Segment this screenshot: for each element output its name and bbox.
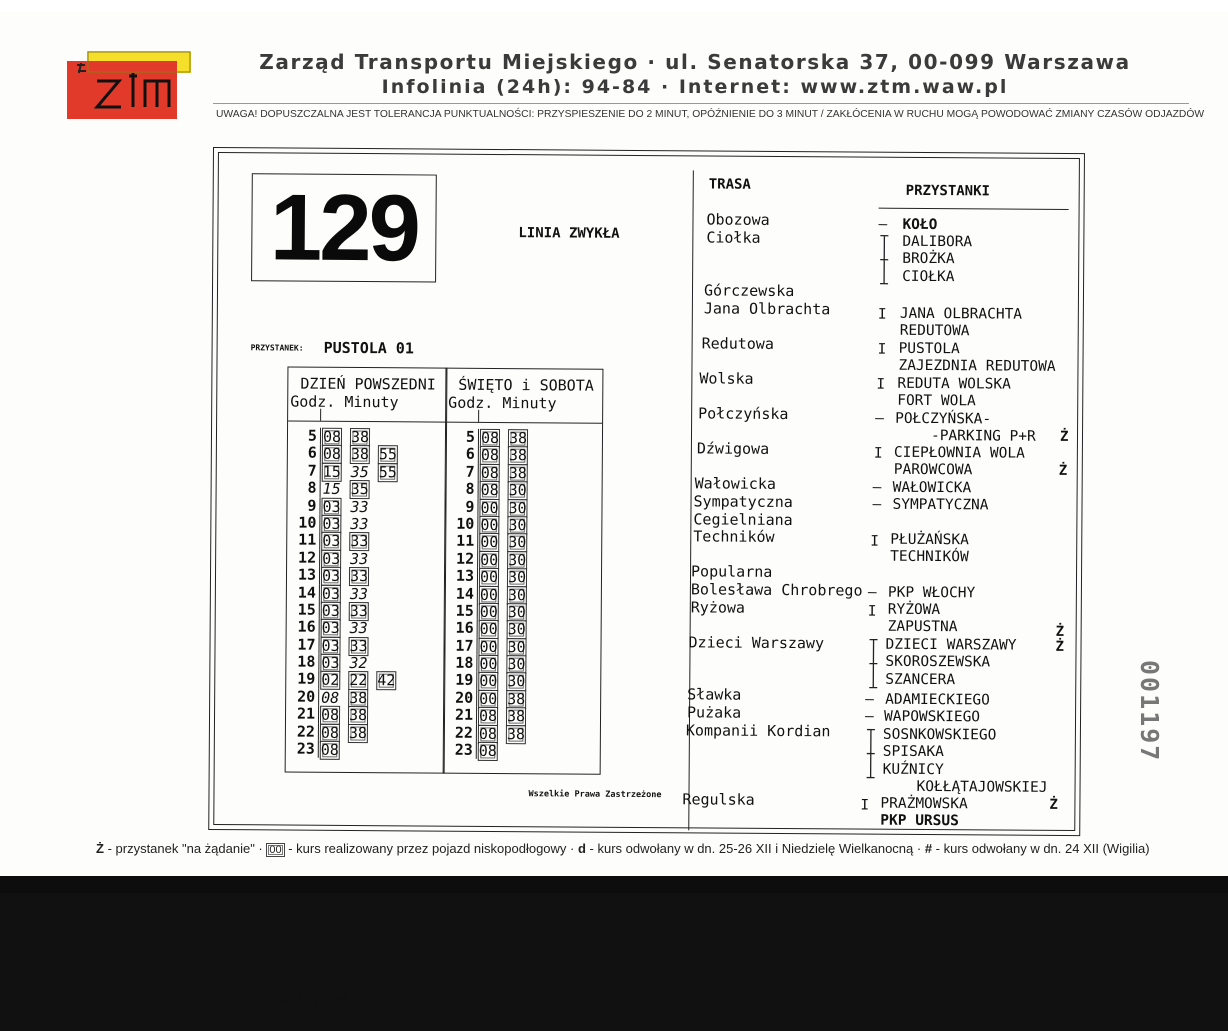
departure-minute-low-floor: 03 [322, 532, 341, 551]
departure-minute-low-floor: 03 [321, 653, 340, 672]
hour-separator [318, 723, 319, 740]
departure-minute-low-floor: 30 [507, 568, 527, 587]
departure-minute-low-floor: 03 [322, 549, 341, 568]
hour-row [444, 707, 600, 725]
departure-minute-low-floor: 08 [320, 740, 339, 759]
hour-separator [476, 724, 477, 741]
hour-separator [478, 464, 479, 481]
hour-row [446, 446, 602, 464]
hour-cell: 13 [455, 566, 475, 585]
departure-minute-low-floor: 30 [507, 585, 527, 604]
street-name: Cegielniana [693, 510, 793, 530]
departure-minute-low-floor: 08 [480, 481, 499, 500]
hour-row [287, 567, 445, 585]
route-stop: KOŁO [902, 216, 938, 234]
hour-cell: 5 [465, 427, 476, 446]
hour-separator [319, 567, 320, 584]
hour-cell: 17 [297, 635, 316, 654]
hour-separator [320, 445, 321, 462]
stop-bar: I [873, 445, 883, 462]
route-stop: ZAPUSTNA [887, 618, 958, 636]
route-stop: PKP WŁOCHY [887, 584, 976, 602]
street-name: Dzieci Warszawy [688, 633, 825, 653]
hour-cell: 6 [465, 445, 475, 464]
line-number: 129 [269, 174, 419, 281]
stop-dash: – [864, 708, 874, 725]
street-name: Jana Olbrachta [703, 299, 831, 319]
hour-separator [318, 741, 319, 758]
header-title: Zarząd Transportu Miejskiego · ul. Senatorska 37, 00-099 Warszawa [259, 50, 1131, 74]
street-name: Dźwigowa [696, 439, 770, 458]
route-stop: PAROWCOWA [893, 461, 973, 479]
hour-row [444, 742, 600, 760]
route-stop: PKP URSUS [880, 812, 959, 830]
departure-minute-low-floor: 00 [479, 585, 499, 604]
rights-reserved: Wszelkie Prawa Zastrzeżone [528, 789, 662, 801]
hour-separator [319, 602, 320, 619]
departure-minute-low-floor: 00 [480, 550, 499, 569]
departure-minute-low-floor: 42 [377, 671, 396, 690]
valid-from: Ważny od 2008-05-01 [275, 989, 430, 1026]
hour-cell: 14 [297, 583, 316, 602]
hour-separator [320, 480, 321, 497]
legend [96, 841, 1150, 857]
departure-minute-low-floor: 08 [480, 446, 499, 465]
departure-minute-low-floor: 38 [350, 427, 370, 447]
hour-separator [476, 655, 477, 672]
hour-row [286, 741, 444, 759]
departure-minute-low-floor: 38 [507, 689, 526, 709]
route-stop: PŁUŻAŃSKA [890, 531, 969, 549]
departure-minute-low-floor: 08 [478, 707, 498, 726]
hour-cell: 16 [455, 619, 474, 638]
departure-minute-low-floor: 55 [378, 445, 397, 464]
route-stop: SKOROSZEWSKA [885, 653, 991, 671]
hour-cell: 18 [455, 653, 474, 672]
departure-minute-low-floor: 38 [508, 429, 528, 448]
hour-row [287, 619, 445, 637]
on-demand-marker: Ż [1055, 638, 1065, 655]
departure-minute: 32 [349, 654, 368, 673]
street-name: Ryżowa [690, 598, 746, 617]
hour-cell: 14 [455, 584, 474, 603]
departure-minute-low-floor: 03 [321, 619, 340, 638]
legend-d-symbol: d [577, 841, 586, 856]
hour-cell: 12 [456, 549, 475, 568]
hour-row [445, 533, 601, 551]
hour-separator [476, 638, 477, 655]
departure-minute-low-floor: 03 [322, 497, 341, 516]
route-stop: KOŁŁĄTAJOWSKIEJ [916, 778, 1048, 796]
route-stop: DALIBORA [902, 233, 973, 251]
street-name: Techników [693, 527, 775, 546]
hour-separator [477, 568, 478, 585]
stop-bar: I [860, 797, 870, 814]
street-name: Sympatyczna [693, 492, 793, 512]
hour-cell: 8 [307, 478, 317, 497]
stop-dash: – [875, 410, 884, 427]
hour-cell: 11 [298, 530, 317, 550]
hour-cell: 23 [296, 739, 315, 758]
hour-separator [319, 497, 320, 514]
hour-separator [318, 689, 319, 706]
hour-cell: 17 [455, 636, 474, 655]
departure-minute-low-floor: 00 [480, 515, 499, 534]
hour-separator [476, 672, 477, 689]
street-name: Wolska [699, 369, 754, 388]
departure-minute-low-floor: 38 [348, 723, 368, 742]
stop-dash: – [878, 216, 888, 233]
departure-minute-low-floor: 33 [349, 636, 368, 655]
hour-row [446, 481, 602, 499]
hour-separator [319, 515, 320, 532]
on-demand-marker: Ż [1055, 623, 1065, 640]
stop-dash: – [867, 584, 877, 601]
stop-label: PRZYSTANEK: [250, 343, 304, 353]
street-name: Regulska [682, 790, 755, 809]
departure-minute-low-floor: 00 [479, 637, 498, 656]
stop-bar: I [877, 306, 887, 323]
legend-low-floor-text: - kurs realizowany przez pojazd niskopodłogowy · [284, 841, 578, 856]
departure-minute: 08 [321, 688, 340, 707]
hour-cell: 21 [296, 704, 316, 723]
weekday-subtitle: Godz. Minuty [290, 392, 399, 412]
hour-cell: 13 [297, 565, 317, 584]
hour-cell: 11 [456, 532, 475, 551]
stop-bar: I [876, 376, 886, 393]
weekday-column-divider [320, 409, 321, 421]
hour-cell: 8 [465, 479, 475, 499]
hour-cell: 22 [296, 722, 315, 741]
street-name: Bolesława Chrobrego [690, 580, 863, 600]
departure-minute: 33 [350, 549, 369, 568]
hour-cell: 9 [465, 497, 475, 516]
holiday-column-divider [478, 410, 479, 422]
street-name: Redutowa [701, 334, 774, 353]
hour-separator [477, 603, 478, 620]
stop-group-bracket [866, 729, 876, 781]
street-name: Wałowicka [694, 474, 777, 493]
route-stop: WAPOWSKIEGO [883, 708, 981, 726]
route-stop: TECHNIKÓW [890, 548, 969, 566]
route-stop: WAŁOWICKA [892, 479, 972, 497]
weekday-title: DZIEŃ POWSZEDNI [300, 374, 436, 394]
departure-minute-low-floor: 38 [508, 463, 527, 482]
departure-minute: 33 [349, 619, 368, 638]
hour-separator [320, 463, 321, 480]
route-stop: CIOŁKA [902, 268, 955, 286]
minutes-cell [478, 742, 506, 761]
departure-minute-low-floor: 15 [322, 462, 341, 481]
departure-minute-low-floor: 35 [350, 480, 369, 499]
street-name: Górczewska [703, 281, 795, 301]
header-divider [213, 103, 1189, 104]
departure-minute-low-floor: 00 [479, 654, 498, 674]
departure-minute-low-floor: 00 [480, 533, 499, 552]
route-stop: PRAŻMOWSKA [880, 795, 968, 813]
route-stop: JANA OLBRACHTA [899, 305, 1023, 323]
departure-minute: 33 [350, 514, 369, 534]
departure-minute-low-floor: 03 [321, 584, 341, 603]
header-contact: Infolinia (24h): 94-84 · Internet: www.ztm.waw.pl [381, 76, 1009, 98]
stop-dash: – [872, 496, 882, 513]
hour-separator [318, 671, 319, 688]
hour-separator [318, 636, 319, 653]
stop-group-bracket [868, 639, 878, 691]
hour-separator [477, 620, 478, 637]
route-stop: CIEPŁOWNIA WOLA [893, 444, 1025, 462]
hour-separator [319, 584, 320, 601]
hour-cell: 20 [297, 687, 316, 706]
hour-row [445, 568, 601, 586]
street-name: Połczyńska [698, 404, 789, 424]
hour-cell: 16 [297, 617, 316, 637]
departure-minute-low-floor: 08 [320, 706, 340, 725]
departure-minute-low-floor: 30 [507, 602, 526, 622]
stop-name: PUSTOLA 01 [323, 338, 414, 358]
street-name: Obozowa [706, 210, 770, 229]
punctuality-notice: UWAGA! DOPUSZCZALNA JEST TOLERANCJA PUNKTUALNOŚCI: PRZYSPIESZENIE DO 2 MINUT, OPÓŹNIENIE DO 3 MINUT / ZAKŁÓCENIA W RUCHU MOGĄ POWODOWAĆ ZMIANY CZASÓW ODJAZDÓW [216, 109, 1205, 120]
departure-minute-low-floor: 08 [480, 428, 500, 448]
departure-minute-low-floor: 03 [321, 601, 340, 620]
hour-separator [477, 533, 478, 550]
departure-minute-low-floor: 38 [506, 707, 526, 726]
hour-separator [476, 707, 477, 724]
hour-separator [477, 498, 478, 515]
route-stop: SYMPATYCZNA [892, 496, 989, 514]
departure-minute-low-floor: 33 [349, 567, 369, 586]
hour-cell: 9 [307, 496, 317, 515]
route-stop: SPISAKA [882, 743, 944, 761]
hour-cell: 5 [307, 426, 318, 445]
departure-minute-low-floor: 38 [508, 446, 527, 465]
ztm-logo [67, 51, 191, 119]
departure-minute-low-floor: 08 [322, 445, 341, 464]
departure-minute-low-floor: 00 [479, 620, 498, 639]
route-stop: ZAJEZDNIA REDUTOWA [898, 357, 1056, 375]
hour-cell: 19 [455, 671, 474, 690]
route-stop: KUŹNICY [882, 761, 944, 779]
departure-minute-low-floor: 33 [349, 601, 368, 620]
departure-minute-low-floor: 30 [507, 620, 526, 639]
route-stop: BROŻKA [902, 250, 955, 268]
holiday-title: ŚWIĘTO i SOBOTA [458, 375, 594, 395]
route-stop: FORT WOLA [897, 392, 976, 410]
hour-separator [478, 429, 479, 446]
departure-minute-low-floor: 30 [507, 655, 526, 674]
departure-minute-low-floor: 22 [349, 671, 368, 690]
departure-minute: 35 [350, 462, 369, 481]
hour-separator [319, 549, 320, 566]
on-demand-marker: Ż [1058, 462, 1068, 479]
hour-separator [477, 516, 478, 533]
hour-row [288, 445, 446, 463]
departure-minute-low-floor: 08 [320, 723, 340, 742]
hour-cell: 15 [455, 601, 474, 620]
departure-minute-low-floor: 08 [478, 724, 498, 743]
hour-separator [320, 428, 321, 445]
street-name: Pużaka [687, 703, 742, 722]
departure-minute-low-floor: 00 [479, 567, 499, 587]
hour-cell: 22 [454, 723, 473, 742]
departure-minute-low-floor: 30 [508, 550, 527, 569]
route-stop: -PARKING P+R [930, 428, 1036, 445]
legend-d-text: - kurs odwołany w dn. 25-26 XII i Niedzielę Wielkanocną · [585, 841, 925, 856]
departure-minute-low-floor: 30 [507, 672, 526, 691]
departure-minute-low-floor: 30 [507, 637, 526, 656]
hour-cell: 15 [297, 600, 316, 619]
on-demand-marker: Ż [1059, 428, 1069, 445]
hour-separator [319, 532, 320, 549]
departure-minute-low-floor: 08 [322, 427, 342, 446]
stops-heading-rule [879, 208, 1069, 210]
hour-separator [476, 690, 477, 707]
hour-separator [318, 706, 319, 723]
line-number-box [251, 173, 437, 282]
departure-minute-low-floor: 38 [506, 724, 526, 743]
route-stop: SOSNKOWSKIEGO [882, 726, 997, 744]
route-stop: SZANCERA [885, 671, 956, 689]
route-stop: POŁCZYŃSKA- [895, 410, 992, 428]
hour-row [288, 480, 446, 498]
departure-minute: 33 [349, 584, 368, 603]
route-heading: TRASA [708, 176, 751, 193]
holiday-header [446, 369, 602, 424]
hour-separator [476, 742, 477, 759]
hour-separator [478, 446, 479, 463]
hour-cell: 19 [297, 670, 316, 689]
hour-separator [477, 551, 478, 568]
legend-on-demand-text: - przystanek "na żądanie" · [103, 841, 267, 856]
holiday-subtitle: Godz. Minuty [448, 393, 557, 413]
departure-minute-low-floor: 38 [350, 445, 369, 464]
hour-cell: 10 [298, 513, 317, 532]
hour-cell: 7 [465, 462, 475, 481]
departure-minute-low-floor: 38 [349, 688, 368, 707]
hour-cell: 7 [307, 461, 317, 480]
stop-bar: I [867, 603, 877, 620]
departure-minute-low-floor: 02 [321, 671, 340, 690]
weekday-rows [286, 428, 446, 760]
departure-minute-low-floor: 08 [478, 741, 497, 761]
hour-cell: 18 [297, 652, 316, 671]
hour-cell: 20 [455, 688, 474, 707]
legend-on-demand-symbol: Ż [96, 841, 104, 856]
stop-bar: I [877, 341, 887, 358]
route-stop: DZIECI WARSZAWY [885, 636, 1017, 654]
departure-minute-low-floor: 38 [348, 706, 368, 725]
stop-dash: – [865, 691, 874, 708]
departure-minute-low-floor: 00 [480, 498, 499, 517]
route-stop: RYŻOWA [887, 601, 941, 619]
weekday-header [288, 368, 446, 423]
legend-low-floor-box: 00 [266, 843, 284, 857]
hour-separator [318, 654, 319, 671]
departure-minute: 15 [322, 479, 341, 499]
departure-minute-low-floor: 00 [479, 689, 498, 708]
hour-row [445, 620, 601, 638]
stop-group-bracket [879, 235, 889, 287]
minutes-cell [320, 741, 348, 760]
departure-minute-low-floor: 00 [479, 672, 498, 691]
departure-minute-low-floor: 30 [508, 533, 527, 552]
departure-minute-low-floor: 30 [508, 481, 527, 500]
hour-separator [477, 585, 478, 602]
legend-hash-text: - kurs odwołany w dn. 24 XII (Wigilia) [932, 841, 1150, 856]
departure-minute-low-floor: 03 [321, 636, 340, 655]
stop-bar: I [870, 533, 880, 550]
departure-minute-low-floor: 30 [508, 498, 527, 517]
departure-minute-low-floor: 08 [480, 463, 499, 482]
departure-minute-low-floor: 03 [322, 514, 341, 533]
departure-minute-low-floor: 33 [350, 532, 369, 551]
departure-minute-low-floor: 55 [378, 462, 397, 482]
scan-edge-top [0, 0, 1228, 12]
hour-cell: 21 [454, 705, 474, 725]
route-stop: REDUTA WOLSKA [897, 375, 1011, 393]
hour-cell: 6 [307, 444, 317, 463]
holiday-rows [444, 429, 602, 761]
departure-minute-low-floor: 00 [479, 602, 498, 621]
hour-cell: 12 [298, 548, 317, 567]
line-type: LINIA ZWYKŁA [518, 225, 620, 242]
legend-hash-symbol: # [924, 841, 933, 856]
on-demand-marker: Ż [1049, 796, 1058, 813]
serial-stamp: 001197 [1135, 660, 1164, 763]
departure-minute-low-floor: 30 [508, 516, 527, 535]
hour-row [286, 706, 444, 724]
scan-edge-bottom [0, 876, 1228, 893]
holiday-table [443, 368, 604, 775]
route-stop: PUSTOLA [898, 340, 960, 358]
street-name: Popularna [690, 562, 773, 581]
hour-cell: 10 [456, 514, 475, 533]
route-stop: ADAMIECKIEGO [885, 691, 990, 709]
hour-row [287, 532, 445, 550]
street-name: Ciołka [706, 228, 761, 247]
route-stop: REDUTOWA [899, 322, 970, 340]
stops-heading: PRZYSTANKI [905, 182, 991, 200]
street-name: Kompanii Kordian [685, 721, 831, 741]
departure-minute: 33 [350, 497, 369, 516]
stop-dash: – [872, 479, 882, 496]
departure-minute-low-floor: 03 [321, 566, 341, 586]
street-name: Sławka [687, 685, 742, 704]
hour-separator [319, 619, 320, 636]
hour-cell: 23 [454, 740, 473, 759]
hour-separator [478, 481, 479, 498]
